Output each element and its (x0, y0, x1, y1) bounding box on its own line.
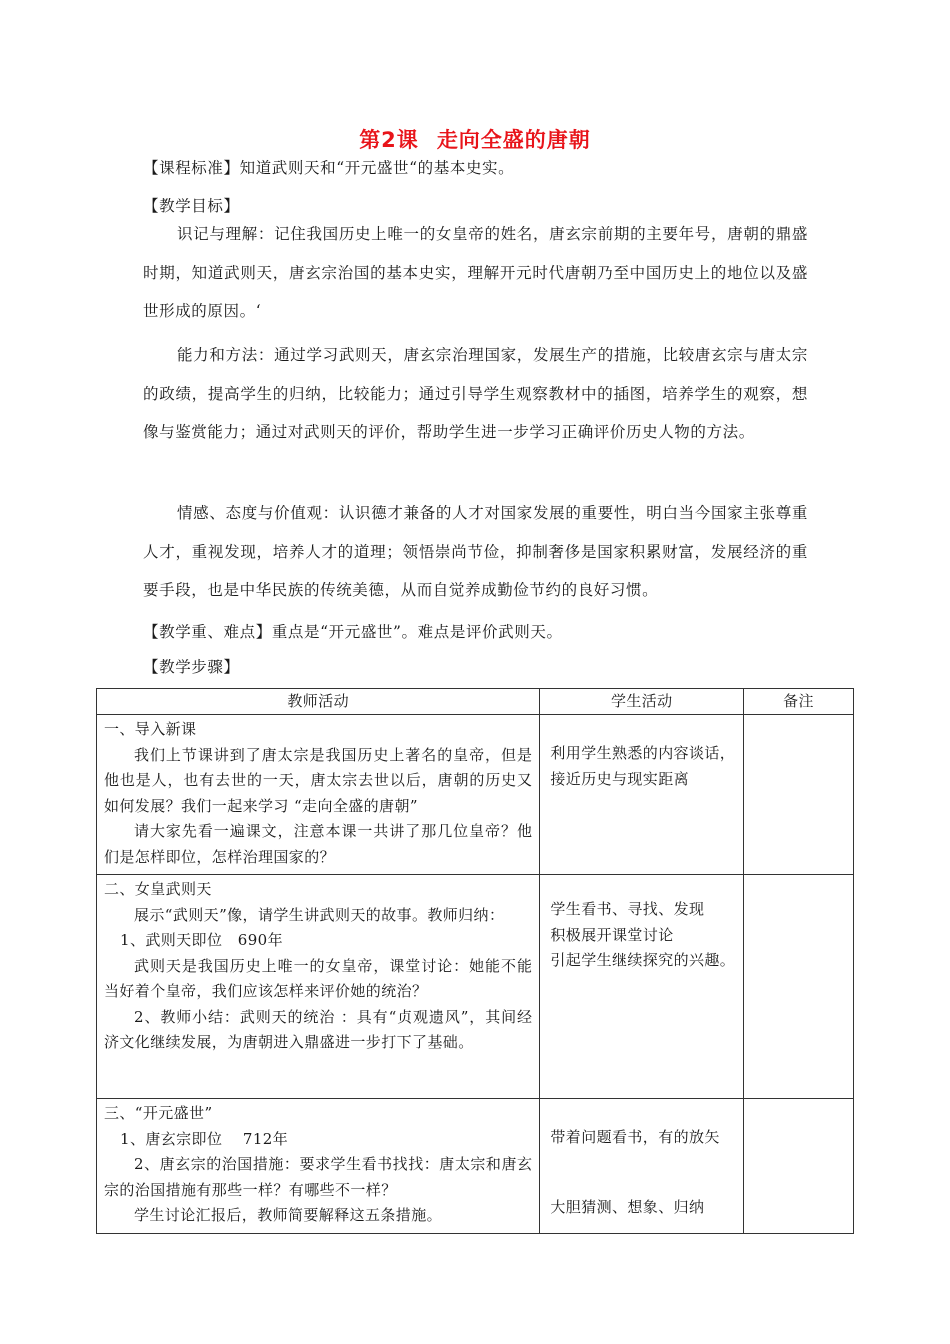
key-points (143, 613, 808, 652)
teacher-activity-cell (97, 1099, 540, 1234)
student-activity-cell (540, 875, 744, 1099)
table-row (97, 1099, 854, 1234)
teacher-text: 1、武则天即位 690年 (120, 931, 283, 949)
student-activity-cell (540, 1099, 744, 1234)
teacher-text: 我们上节课讲到了唐太宗是我国历史上著名的皇帝，但是他也是人，也有去世的一天，唐太宗去世以后，唐朝的历史又如何发展？我们一起来学习 “走向全盛的唐朝” (104, 745, 533, 815)
table-header-row (97, 689, 854, 715)
student-text: 学生看书、寻找、发现 (550, 900, 705, 918)
header-student-activity: 学生活动 (540, 689, 744, 715)
teacher-activity-cell (97, 715, 540, 875)
header-teacher-activity: 教师活动 (97, 689, 540, 715)
objectives-label: 【教学目标】 (143, 197, 240, 215)
course-standard-label: 【课程标准】 (143, 159, 240, 177)
objective-knowledge: 识记与理解：记住我国历史上唯一的女皇帝的姓名，唐玄宗前期的主要年号，唐朝的鼎盛时期，知道武则天，唐玄宗治国的基本史实，理解开元时代唐朝乃至中国历史上的地位以及盛世形成的原因。‘ (143, 225, 808, 320)
section-heading: 二、女皇武则天 (104, 880, 212, 898)
student-text: 引起学生继续探究的兴趣。 (550, 951, 736, 969)
student-text: 带着问题看书，有的放矢 (550, 1128, 720, 1146)
steps-label: 【教学步骤】 (143, 658, 240, 676)
teacher-text: 展示“武则天”像，请学生讲武则天的故事。教师归纳： (134, 905, 505, 924)
teacher-text: 武则天是我国历史上唯一的女皇帝，课堂讨论：她能不能当好着个皇帝，我们应该怎样来评价她的统治？ (104, 956, 533, 1000)
student-activity-cell (540, 715, 744, 875)
section-heading: 一、导入新课 (104, 720, 197, 738)
table-row (97, 715, 854, 875)
objective-ability: 能力和方法：通过学习武则天，唐玄宗治理国家，发展生产的措施，比较唐玄宗与唐太宗的政绩，提高学生的归纳，比较能力；通过引导学生观察教材中的插图，培养学生的观察，想像与鉴赏能力；通过对武则天的评价，帮助学生进一步学习正确评价历史人物的方法。 (143, 346, 808, 441)
notes-cell (744, 1099, 854, 1234)
section-heading: 三、“开元盛世” (104, 1104, 213, 1122)
teaching-steps-table (96, 688, 854, 1234)
teacher-text: 2、教师小结：武则天的统治 ：具有“贞观遗风”，其间经济文化继续发展，为唐朝进入鼎盛进一步打下了基础。 (104, 1007, 533, 1051)
student-text: 利用学生熟悉的内容谈话，接近历史与现实距离 (550, 744, 736, 788)
notes-cell (744, 715, 854, 875)
key-points-text: 重点是“开元盛世”。难点是评价武则天。 (271, 623, 563, 641)
teacher-text: 2、唐玄宗的治国措施：要求学生看书找找：唐太宗和唐玄宗的治国措施有那些一样？有哪些不一样？ (104, 1155, 533, 1199)
teacher-text: 请大家先看一遍课文，注意本课一共讲了那几位皇帝？他们是怎样即位，怎样治理国家的？ (104, 822, 533, 866)
notes-cell (744, 875, 854, 1099)
teacher-activity-cell (97, 875, 540, 1099)
header-notes: 备注 (744, 689, 854, 715)
teacher-text: 1、唐玄宗即位 712年 (120, 1129, 289, 1148)
student-text: 大胆猜测、想象、归纳 (550, 1197, 705, 1216)
lesson-name: 走向全盛的唐朝 (436, 128, 591, 152)
course-standard (143, 149, 808, 188)
table-row (97, 875, 854, 1099)
teacher-text: 学生讨论汇报后，教师简要解释这五条措施。 (134, 1206, 443, 1224)
course-standard-text: 知道武则天和“开元盛世“的基本史实。 (239, 159, 515, 177)
student-text: 积极展开课堂讨论 (550, 925, 674, 944)
lesson-number: 第2课 (359, 128, 419, 152)
key-points-label: 【教学重、难点】 (143, 623, 272, 641)
objective-emotion: 情感、态度与价值观：认识德才兼备的人才对国家发展的重要性，明白当今国家主张尊重人才，重视发现，培养人才的道理；领悟崇尚节俭，抑制奢侈是国家积累财富，发展经济的重要手段，也是中华民族的传统美德，从而自觉养成勤俭节约的良好习惯。 (143, 504, 808, 599)
